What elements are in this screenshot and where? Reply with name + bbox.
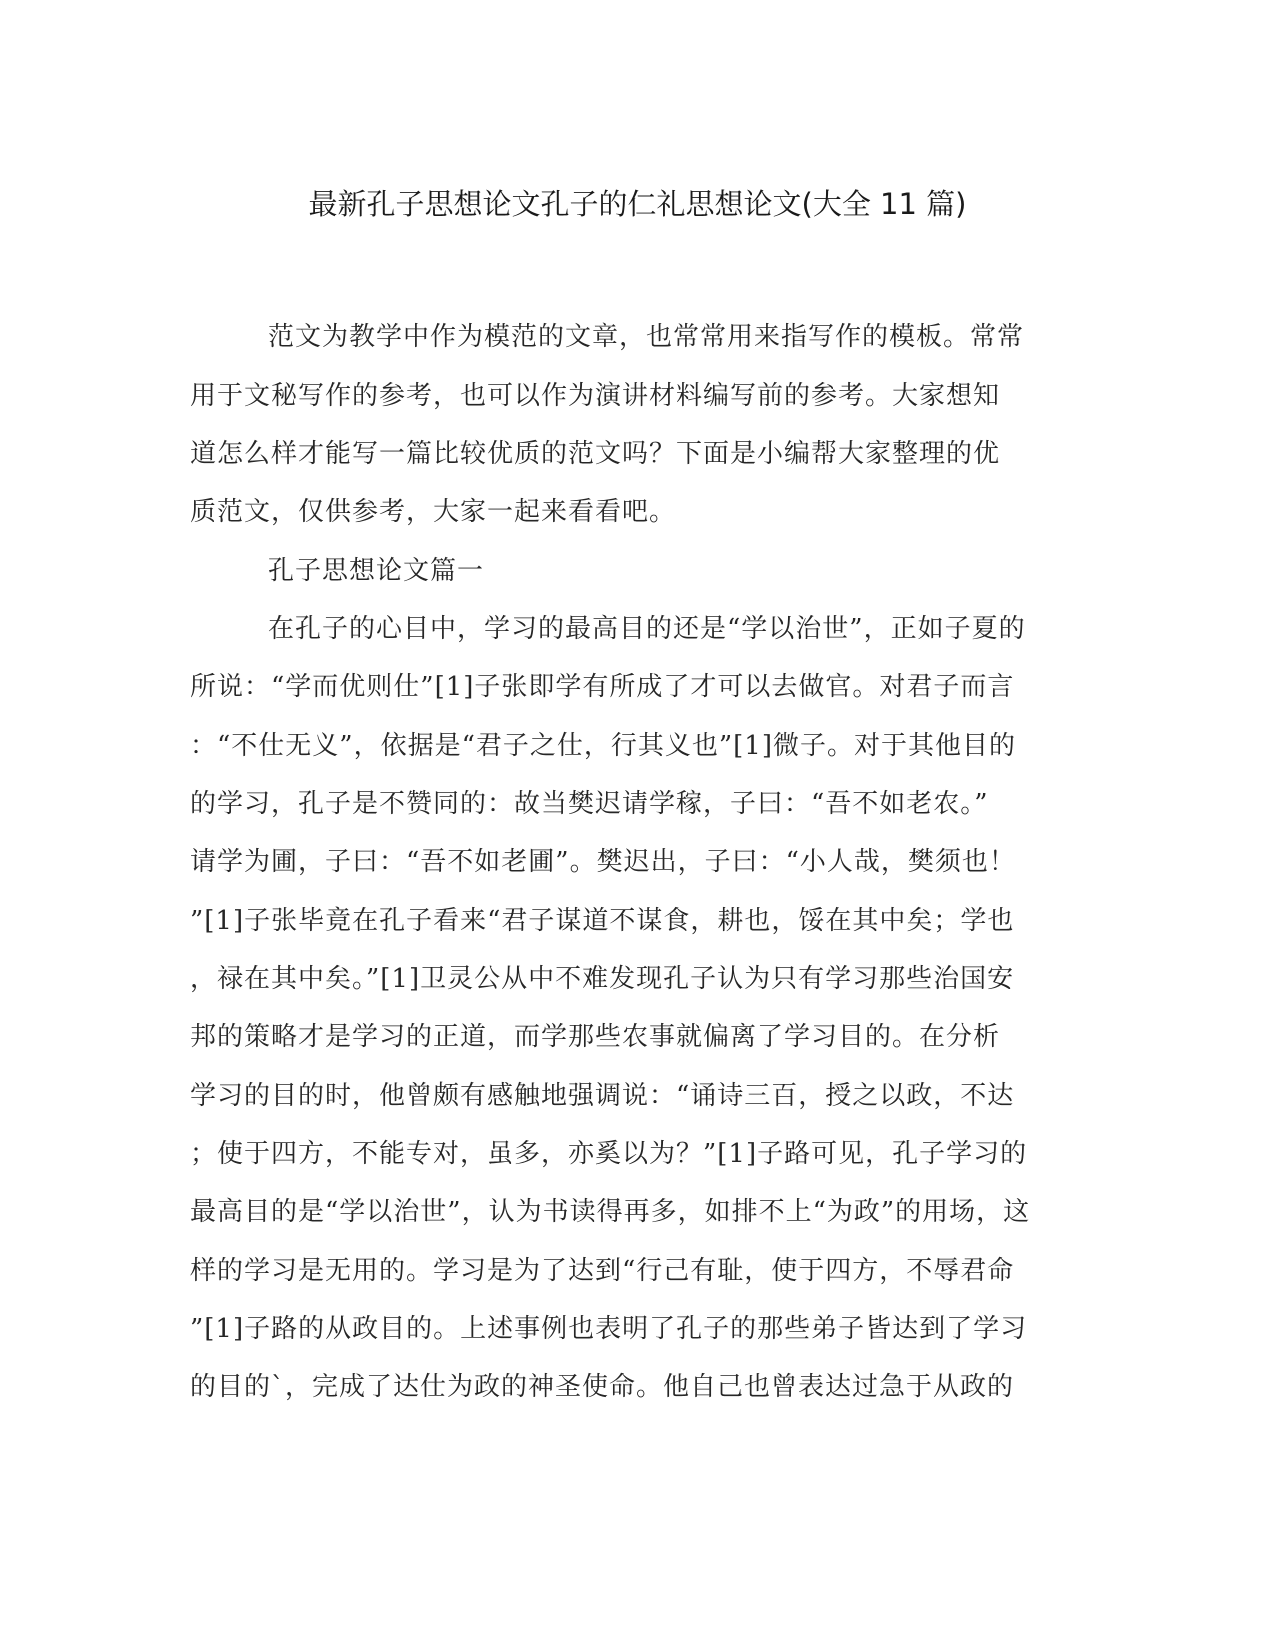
text-line: 用于文秘写作的参考，也可以作为演讲材料编写前的参考。大家想知 [190,381,1001,411]
text-line: 的学习，孔子是不赞同的：故当樊迟请学稼，子曰：“吾不如老农。” [190,789,989,819]
text-line: 道怎么样才能写一篇比较优质的范文吗？下面是小编帮大家整理的优 [190,439,1001,469]
text-line: 的目的`，完成了达仕为政的神圣使命。他自己也曾表达过急于从政的 [190,1372,1015,1402]
text-line: 所说：“学而优则仕”[1]子张即学有所成了才可以去做官。对君子而言 [190,672,1015,702]
text-line: 范文为教学中作为模范的文章，也常常用来指写作的模板。常常 [268,322,1025,352]
text-line: 请学为圃，子曰：“吾不如老圃”。樊迟出，子曰：“小人哉，樊须也！ [190,847,1016,877]
text-line: 学习的目的时，他曾颇有感触地强调说：“诵诗三百，授之以政，不达 [190,1081,1015,1111]
text-line: ”[1]子路的从政目的。上述事例也表明了孔子的那些弟子皆达到了学习 [190,1314,1028,1344]
text-line: ：“不仕无义”，依据是“君子之仕，行其义也”[1]微子。对于其他目的 [190,731,1016,761]
document-title: 最新孔子思想论文孔子的仁礼思想论文(大全 11 篇) [308,187,967,221]
text-line: 质范文，仅供参考，大家一起来看看吧。 [190,497,677,527]
text-line: ”[1]子张毕竟在孔子看来“君子谋道不谋食，耕也，馁在其中矣；学也 [190,906,1015,936]
text-line: 在孔子的心目中，学习的最高目的还是“学以治世”，正如子夏的 [268,614,1026,644]
section-heading: 孔子思想论文篇一 [268,556,485,586]
text-line: ，禄在其中矣。”[1]卫灵公从中不难发现孔子认为只有学习那些治国安 [190,964,1015,994]
text-line: 邦的策略才是学习的正道，而学那些农事就偏离了学习目的。在分析 [190,1022,1001,1052]
text-line: 样的学习是无用的。学习是为了达到“行己有耻，使于四方，不辱君命 [190,1256,1015,1286]
text-line: 最高目的是“学以治世”，认为书读得再多，如排不上“为政”的用场，这 [190,1197,1031,1227]
text-line: ；使于四方，不能专对，虽多，亦奚以为？”[1]子路可见，孔子学习的 [190,1139,1028,1169]
